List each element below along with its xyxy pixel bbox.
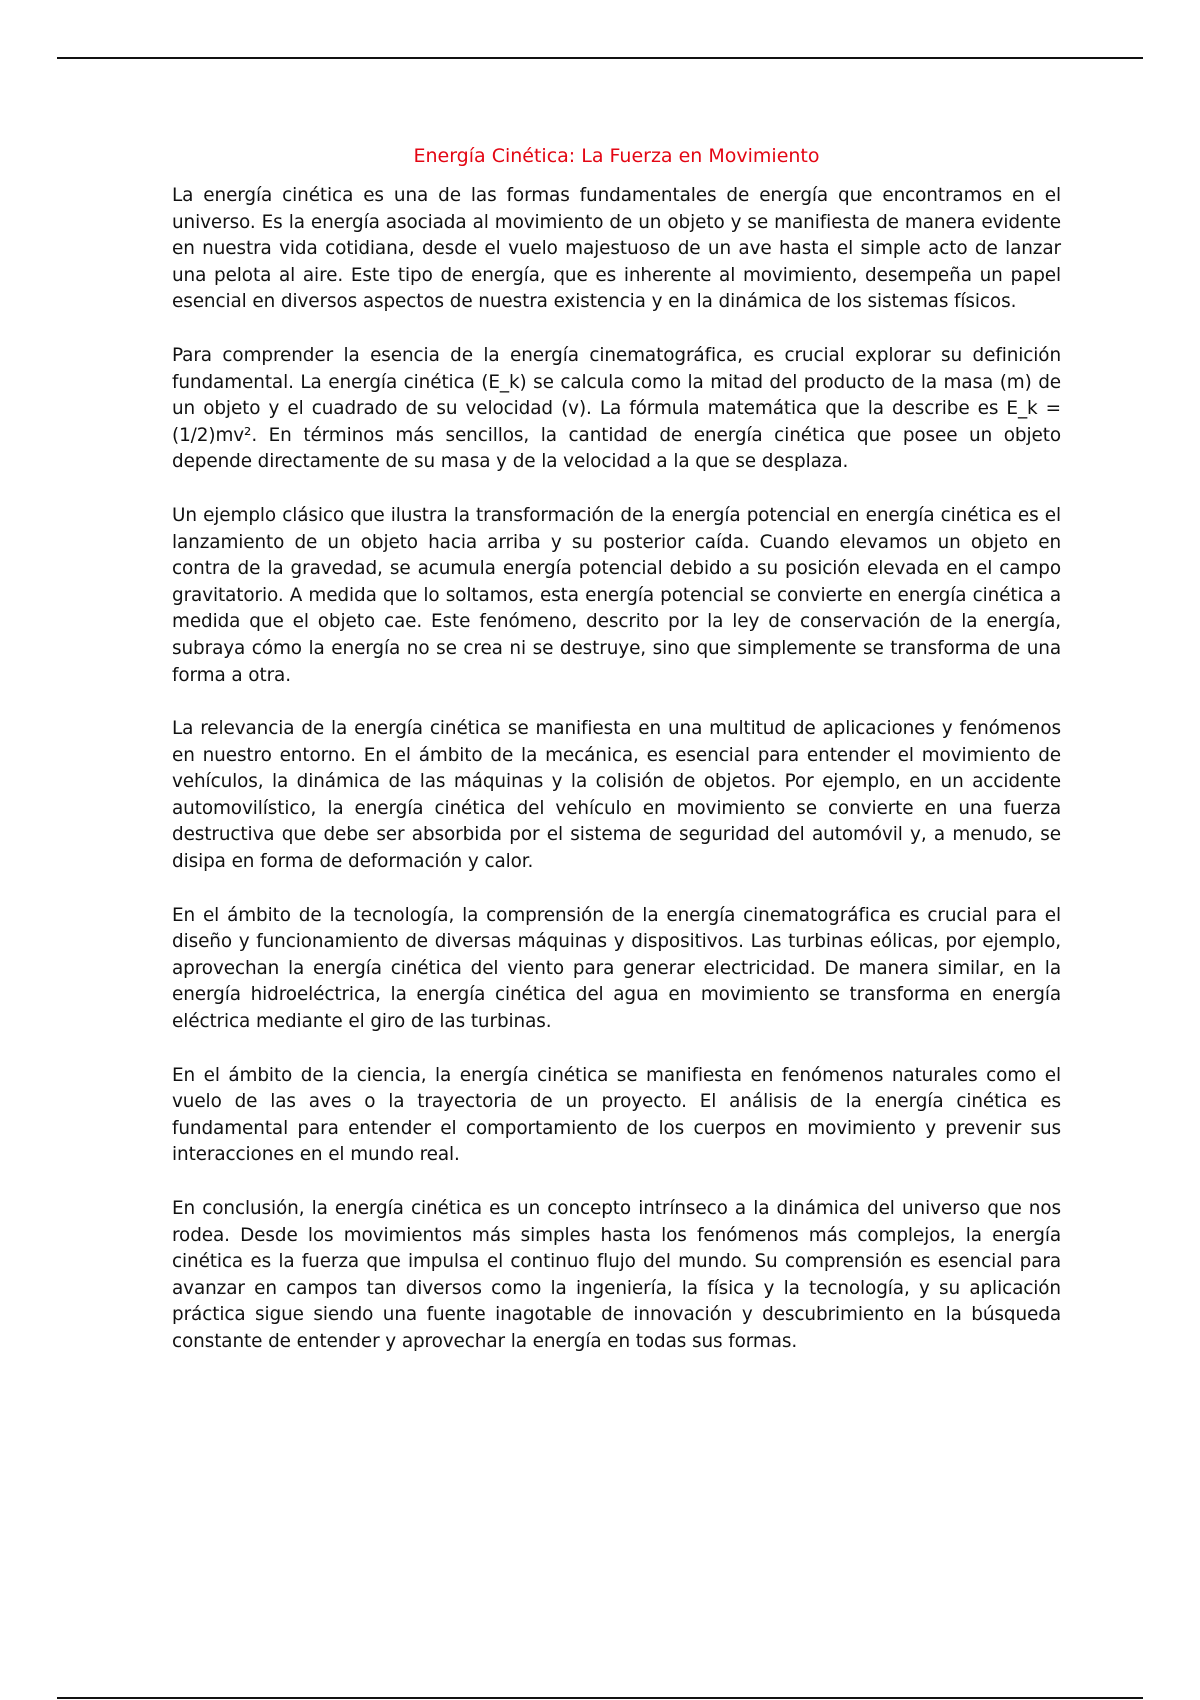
document-body xyxy=(172,142,1061,1383)
paragraph-intro: La energía cinética es una de las formas fundamentales de energía que encontramos en el universo. Es la energía asociada al movimiento de un objeto y se manifiesta de manera evidente en nuestra vida cotidiana, desde el vuelo majestuoso de un ave hasta el simple acto de lanzar una pelota al aire. Este tipo de energía, que es inherente al movimiento, desempeña un papel esencial en diversos aspectos de nuestra existencia y en la dinámica de los sistemas físicos. xyxy=(172,185,1061,313)
paragraph-relevance: La relevancia de la energía cinética se manifiesta en una multitud de aplicaciones y fenómenos en nuestro entorno. En el ámbito de la mecánica, es esencial para entender el movimiento de vehículos, la dinámica de las máquinas y la colisión de objetos. Por ejemplo, en un accidente automovilístico, la energía cinética del vehículo en movimiento se convierte en una fuerza destructiva que debe ser absorbida por el sistema de seguridad del automóvil y, a menudo, se disipa en forma de deformación y calor. xyxy=(172,718,1061,873)
document-title: Energía Cinética: La Fuerza en Movimiento xyxy=(413,145,820,167)
paragraph-example: Un ejemplo clásico que ilustra la transformación de la energía potencial en energía cinética es el lanzamiento de un objeto hacia arriba y su posterior caída. Cuando elevamos un objeto en contra de la gravedad, se acumula energía potencial debido a su posición elevada en el campo gravitatorio. A medida que lo soltamos, esta energía potencial se convierte en energía cinética a medida que el objeto cae. Este fenómeno, descrito por la ley de conservación de la energía, subraya cómo la energía no se crea ni se destruye, sino que simplemente se transforma de una forma a otra. xyxy=(172,504,1061,686)
paragraph-science: En el ámbito de la ciencia, la energía cinética se manifiesta en fenómenos naturales como el vuelo de las aves o la trayectoria de un proyecto. El análisis de la energía cinética es fundamental para entender el comportamiento de los cuerpos en movimiento y prevenir sus interacciones en el mundo real. xyxy=(172,1064,1061,1166)
paragraph-definition: Para comprender la esencia de la energía cinematográfica, es crucial explorar su definición fundamental. La energía cinética (E_k) se calcula como la mitad del producto de la masa (m) de un objeto y el cuadrado de su velocidad (v). La fórmula matemática que la describe es E_k = (1/2)mv². En términos más sencillos, la cantidad de energía cinética que posee un objeto depende directamente de su masa y de la velocidad a la que se desplaza. xyxy=(172,344,1061,473)
header-rule xyxy=(57,57,1143,59)
footer-rule xyxy=(57,1697,1143,1699)
paragraph-conclusion: En conclusión, la energía cinética es un concepto intrínseco a la dinámica del universo que nos rodea. Desde los movimientos más simples hasta los fenómenos más complejos, la energía cinética es la fuerza que impulsa el continuo flujo del mundo. Su comprensión es esencial para avanzar en campos tan diversos como la ingeniería, la física y la tecnología, y su aplicación práctica sigue siendo una fuente inagotable de innovación y descubrimiento en la búsqueda constante de entender y aprovechar la energía en todas sus formas. xyxy=(172,1198,1061,1352)
paragraph-technology: En el ámbito de la tecnología, la comprensión de la energía cinematográfica es crucial para el diseño y funcionamiento de diversas máquinas y dispositivos. Las turbinas eólicas, por ejemplo, aprovechan la energía cinética del viento para generar electricidad. De manera similar, en la energía hidroeléctrica, la energía cinética del agua en movimiento se transforma en energía eléctrica mediante el giro de las turbinas. xyxy=(172,904,1061,1033)
